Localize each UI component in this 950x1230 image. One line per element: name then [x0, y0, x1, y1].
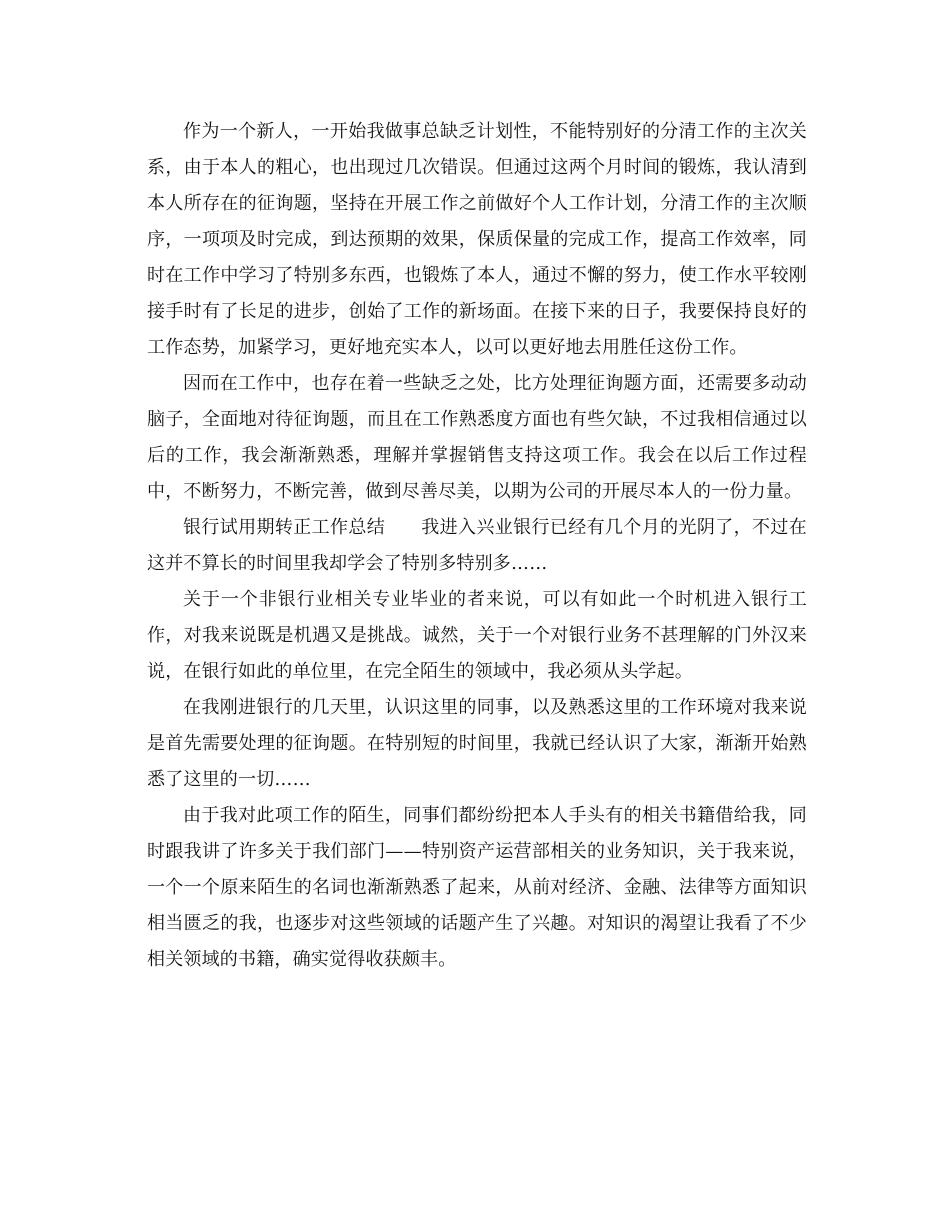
heading-paragraph — [147, 510, 807, 582]
document-body — [147, 114, 807, 978]
paragraph: 在我刚进银行的几天里，认识这里的同事，以及熟悉这里的工作环境对我来说是首先需要处理的征询题。在特别短的时间里，我就已经认识了大家，渐渐开始熟悉了这里的一切…… — [147, 697, 807, 790]
paragraph: 关于一个非银行业相关专业毕业的者来说，可以有如此一个时机进入银行工作，对我来说既是机遇又是挑战。诚然，关于一个对银行业务不甚理解的门外汉来说，在银行如此的单位里，在完全陌生的领域中，我必须从头学起。 — [147, 589, 807, 682]
paragraph: 作为一个新人，一开始我做事总缺乏计划性，不能特别好的分清工作的主次关系，由于本人的粗心，也出现过几次错误。但通过这两个月时间的锻炼，我认清到本人所存在的征询题，坚持在开展工作之前做好个人工作计划，分清工作的主次顺序，一项项及时完成，到达预期的效果，保质保量的完成工作，提高工作效率，同时在工作中学习了特别多东西，也锻炼了本人，通过不懈的努力，使工作水平较刚接手时有了长足的进步，创始了工作的新场面。在接下来的日子，我要保持良好的工作态势，加紧学习，更好地充实本人，以可以更好地去用胜任这份工作。 — [147, 121, 807, 358]
section-intro: 我进入兴业银行已经有几个月的光阴了，不过在这并不算长的时间里我却学会了特别多特别多…… — [147, 517, 807, 574]
paragraph: 因而在工作中，也存在着一些缺乏之处，比方处理征询题方面，还需要多动动脑子，全面地对待征询题，而且在工作熟悉度方面也有些欠缺，不过我相信通过以后的工作，我会渐渐熟悉，理解并掌握销售支持这项工作。我会在以后工作过程中，不断努力，不断完善，做到尽善尽美，以期为公司的开展尽本人的一份力量。 — [147, 373, 807, 502]
section-title: 银行试用期转正工作总结 — [183, 517, 386, 538]
paragraph: 由于我对此项工作的陌生，同事们都纷纷把本人手头有的相关书籍借给我，同时跟我讲了许多关于我们部门——特别资产运营部相关的业务知识，关于我来说，一个一个原来陌生的名词也渐渐熟悉了起来，从前对经济、金融、法律等方面知识相当匮乏的我，也逐步对这些领域的话题产生了兴趣。对知识的渴望让我看了不少相关领域的书籍，确实觉得收获颇丰。 — [147, 805, 807, 970]
